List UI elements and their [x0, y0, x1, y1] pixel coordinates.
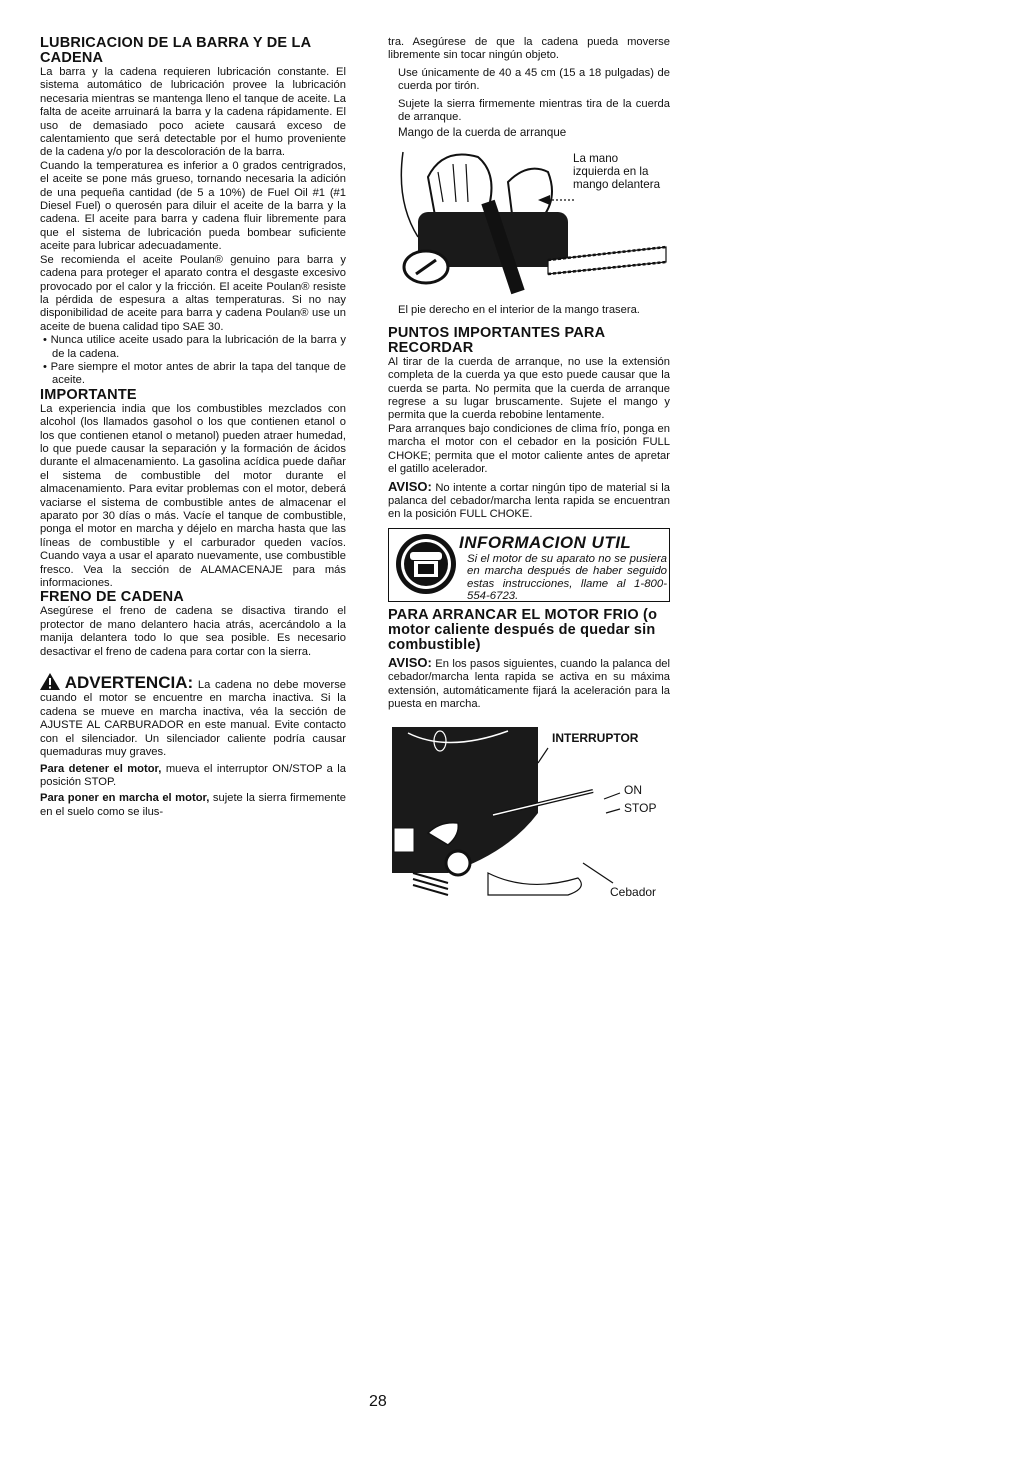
useful-info-title: INFORMACION UTIL [459, 532, 632, 552]
stop-engine-text: mueva el interruptor ON/STOP a la posición STOP. [40, 762, 346, 788]
switch-label: INTERRUPTOR [552, 731, 639, 746]
warning-text: La cadena no debe moverse cuando el motor se encuentre en marcha inactiva. Si la cadena se mueve en marcha inactiva, véa la sección de AJUSTE AL CARBURADOR en este manual. Evite contacto con el silenciador. Un silenciador caliente podría causar quemaduras muy graves. [40, 679, 347, 759]
page-number: 28 [369, 1393, 387, 1410]
starting-position-figure [388, 126, 670, 302]
notice-text: No intente a cortar ningún tipo de material si la palanca del cebador/marcha lenta rapida se encuentran en la posición FULL CHOKE. [388, 481, 670, 521]
chain-brake-paragraph: Asegúrese el freno de cadena se disactiva tirando el protector de mano delantero hacia atrás, acercándolo a la manija delantera todo lo que sea posible. Es necesario desactivar el freno de cadena para cortar con la sierra. [40, 605, 346, 658]
cold-start-heading: PARA ARRANCAR EL MOTOR FRIO (o motor caliente después de quedar sin combustible) [388, 606, 658, 653]
notice-paragraph-2 [388, 656, 670, 712]
figure-caption-left-hand: La mano izquierda en la mango delantera [573, 152, 661, 192]
notice-text-2: En los pasos siguientes, cuando la palanca del cebador/marcha lenta rapida se activa en su máxima extensión, automáticamente fijará la aceleración para la puesta en marcha. [388, 657, 670, 710]
choke-label: Cebador [610, 885, 657, 900]
telephone-icon [395, 533, 457, 595]
lubrication-paragraph-3: Se recomienda el aceite Poulan® genuino para barra y cadena para proteger el aparato contra el desgaste excesivo provocado por el calor y la fricción. El aceite Poulan® resiste la pérdida de espesura a altas temperaturas. Si no nay disponibilidad de aceite para barra y cadena Poulan® use un aceite de buena calidad tipo SAE 30. [40, 253, 346, 333]
right-column [388, 36, 670, 983]
list-item: • Pare siempre el motor antes de abrir la tapa del tanque de aceite. [52, 361, 346, 388]
notice-label-2: AVISO: [388, 654, 432, 670]
list-item: • Nunca utilice aceite usado para la lubricación de la barra y de la cadena. [52, 334, 346, 361]
notice-paragraph-1 [388, 480, 670, 522]
left-column [40, 36, 346, 819]
important-points-paragraph-1: Al tirar de la cuerda de arranque, no use la extensión completa de la cuerda ya que esto puede causar que la cuerda se parta. No permita que la cuerda de arranque regrese a su lugar bruscamente. Sujete el mango y permita que la cuerda rebobine lentamente. [388, 355, 670, 422]
switch-choke-figure [388, 723, 670, 983]
important-heading: IMPORTANTE [40, 386, 137, 403]
warning-triangle-icon [40, 673, 60, 690]
figure-caption-right-foot: El pie derecho en el interior de la mango trasera. [398, 304, 640, 317]
figure-caption-starter-handle: Mango de la cuerda de arranque [398, 126, 567, 140]
on-label: ON [624, 783, 642, 798]
hold-saw-paragraph: Sujete la sierra firmemente mientras tira de la cuerda de arranque. [398, 97, 670, 124]
important-points-paragraph-2: Para arranques bajo condiciones de clima frío, ponga en marcha el motor con el cebador en la posición FULL CHOKE; permita que el motor caliente antes de apretar el gatillo acelerador. [388, 422, 670, 476]
engine-switch-illustration [388, 723, 658, 898]
lubrication-bullet-list [40, 334, 346, 388]
important-points-heading: PUNTOS IMPORTANTES PARA RECORDAR [388, 324, 605, 356]
rope-length-paragraph: Use únicamente de 40 a 45 cm (15 a 18 pulgadas) de cuerda por tirón. [398, 66, 670, 93]
stop-label: STOP [624, 801, 657, 816]
lubrication-heading: LUBRICACION DE LA BARRA Y DE LA CADENA [40, 35, 311, 66]
start-engine-paragraph [40, 792, 346, 819]
lubrication-paragraph-2: Cuando la temperaturea es inferior a 0 grados centrigrados, el aceite se pone más grueso, tornando necesaria la adición de una pequeña cantidad (de 5 a 10%) de Fuel Oil #1 (#1 Diesel Fuel) o querosén para diluir el aceite de la barra y la cadena. El aceite para barra y cadena fluir libremente para que el sistema de lubricación pueda bombear suficiente aceite para lubricar adecuadamente. [40, 159, 346, 253]
stop-engine-lead: Para detener el motor, [40, 762, 162, 775]
stop-engine-paragraph [40, 763, 346, 790]
useful-info-box [388, 528, 670, 602]
continued-paragraph: tra. Asegúrese de que la cadena pueda moverse libremente sin tocar ningún objeto. [388, 36, 670, 62]
start-engine-text: sujete la sierra firmemente en el suelo como se ilus- [40, 792, 347, 818]
important-paragraph: La experiencia india que los combustibles mezclados con alcohol (los llamados gasohol o los que contienen etanol o los que contienen etanol o metanol) pueden atraer humedad, lo que puede causar la separación y la formación de ácidos durante el almacenamiento. La gasolina acídica puede dañar el sistema de combustible del motor durante el almacenamiento. Para evitar problemas con el motor, deberá vaciarse el sistema de combustible antes de almacenar el aparato por 30 días o más. Vacíe el tanque de combustible, ponga el motor en marcha y déjelo en marcha hasta que las líneas de combustible y el carburador queden vacíos. Cuando vaya a usar el aparato nuevamente, use combustible fresco. Vea la sección de ALAMACENAJE para más informaciones. [40, 402, 346, 590]
notice-label: AVISO: [388, 478, 432, 494]
useful-info-text: Si el motor de su aparato no se pusiera en marcha después de haber seguido estas instrucciones, llame al 1-800-554-6723. [467, 552, 667, 602]
chain-brake-heading: FRENO DE CADENA [40, 589, 184, 606]
warning-paragraph [40, 673, 346, 759]
start-engine-lead: Para poner en marcha el motor, [40, 792, 210, 805]
warning-label: ADVERTENCIA: [64, 673, 194, 693]
lubrication-paragraph-1: La barra y la cadena requieren lubricación constante. El sistema automático de lubricación provee la lubricación necesaria mientras se mantenga lleno el tanque de aceite. La falta de aceite arruinará la barra y la cadena rápidamente. El uso de demasiado poco aciete causará exceso de calentamiento que será detectable por el humo proveniente de la cadena y/o por la descoloración de la barra. [40, 66, 346, 159]
